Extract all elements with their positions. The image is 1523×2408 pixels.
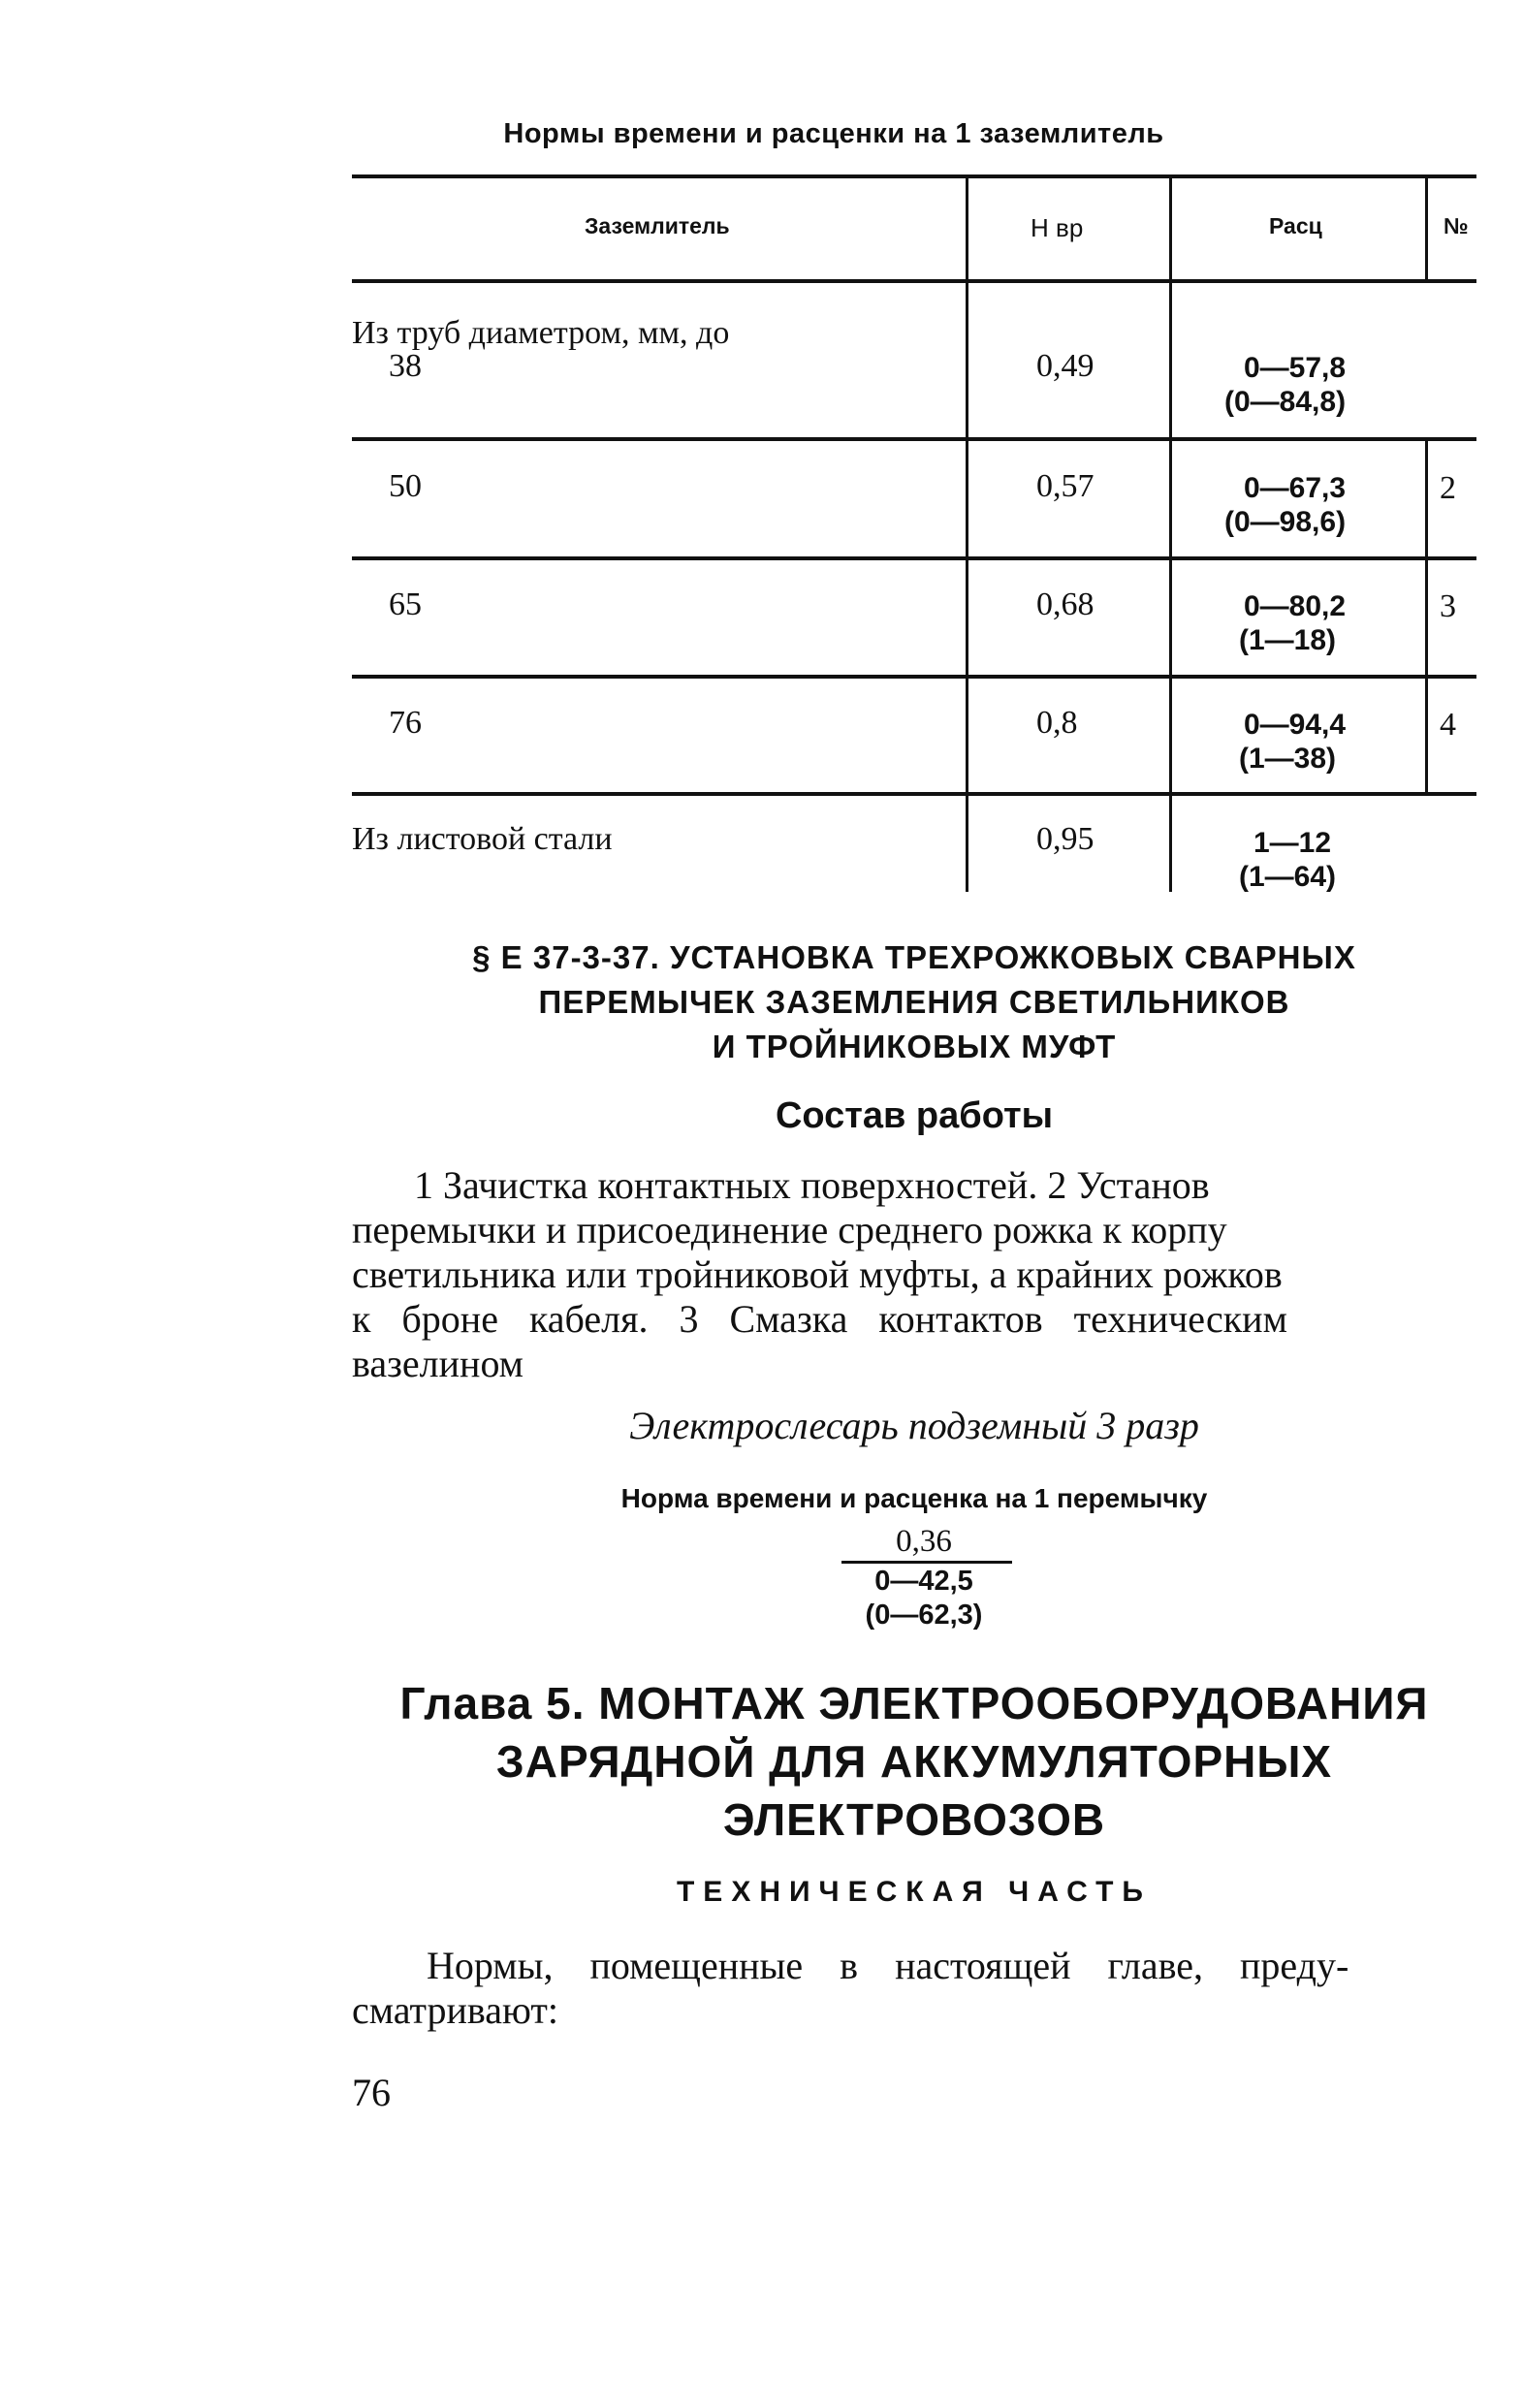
section-heading-line3: И ТРОЙНИКОВЫХ МУФТ xyxy=(712,1029,1117,1064)
row1-label-line2: 38 xyxy=(389,348,422,384)
row3-rasc-line1: 0—80,2 xyxy=(1244,590,1347,622)
chapter-heading-line2: ЗАРЯДНОЙ ДЛЯ АККУМУЛЯТОРНЫХ xyxy=(495,1736,1333,1787)
page-number: 76 xyxy=(352,2071,391,2114)
technical-text-line1: Нормы, помещенные в настоящей главе, преду- xyxy=(427,1944,1349,1987)
norm-fraction-line xyxy=(841,1561,1012,1564)
row2-nvr: 0,57 xyxy=(1036,468,1095,504)
table-title: Нормы времени и расценки на 1 заземлитель xyxy=(503,118,1164,149)
row2-rasc-line1: 0—67,3 xyxy=(1244,472,1347,504)
row3-nvr: 0,68 xyxy=(1036,586,1095,622)
technical-part-title: ТЕХНИЧЕСКАЯ ЧАСТЬ xyxy=(676,1876,1152,1908)
row2-rasc-line2: (0—98,6) xyxy=(1224,506,1347,538)
row2-num: 2 xyxy=(1440,470,1456,506)
row5-rasc-line1: 1—12 xyxy=(1253,827,1332,859)
norm-price: 0—42,5 xyxy=(874,1566,973,1597)
norms-table xyxy=(352,174,1523,892)
row4-rasc-line1: 0—94,4 xyxy=(1244,709,1347,741)
row4-rasc-line2: (1—38) xyxy=(1239,743,1337,775)
row5-label: Из листовой стали xyxy=(352,821,613,857)
table-col-divider-3b xyxy=(1425,437,1428,792)
row4-label: 76 xyxy=(389,705,422,741)
table-rule-row1 xyxy=(352,437,1476,441)
row5-nvr: 0,95 xyxy=(1036,821,1095,857)
header-rasc: Расц xyxy=(1269,213,1322,238)
work-text-line4: к броне кабеля. 3 Смазка контактов техническим xyxy=(352,1297,1287,1341)
row3-rasc-line2: (1—18) xyxy=(1239,624,1337,656)
row3-label: 65 xyxy=(389,586,422,622)
table-rule-row2 xyxy=(352,556,1476,560)
table-col-divider-3a xyxy=(1425,174,1428,279)
header-zazemlitel: Заземлитель xyxy=(585,213,730,238)
work-text-line3: светильника или тройниковой муфты, а крайних рожков xyxy=(352,1252,1283,1296)
row1-rasc-line1: 0—57,8 xyxy=(1244,352,1347,384)
table-rule-row3 xyxy=(352,675,1476,679)
row5-rasc-line2: (1—64) xyxy=(1239,861,1337,893)
work-text-line1: 1 Зачистка контактных поверхностей. 2 Установ xyxy=(414,1163,1210,1207)
row1-nvr: 0,49 xyxy=(1036,348,1095,384)
table-rule-header xyxy=(352,279,1476,283)
table-rule-top xyxy=(352,174,1476,178)
work-composition-title: Состав работы xyxy=(775,1095,1054,1136)
header-num: № xyxy=(1444,213,1469,238)
chapter-heading-line3: ЭЛЕКТРОВОЗОВ xyxy=(722,1794,1106,1845)
norm-title: Норма времени и расценка на 1 перемычку xyxy=(620,1483,1208,1513)
norm-price-alt: (0—62,3) xyxy=(865,1600,983,1631)
row1-rasc-line2: (0—84,8) xyxy=(1224,386,1347,418)
worker-category: Электрослесарь подземный 3 разр xyxy=(629,1404,1199,1447)
table-rule-row4 xyxy=(352,792,1476,796)
row2-label: 50 xyxy=(389,468,422,504)
technical-text-line2: сматривают: xyxy=(352,1988,558,2032)
row3-num: 3 xyxy=(1440,588,1456,624)
table-col-divider-2 xyxy=(1169,174,1172,892)
chapter-heading-line1: Глава 5. МОНТАЖ ЭЛЕКТРООБОРУДОВАНИЯ xyxy=(399,1678,1429,1728)
table-col-divider-1 xyxy=(966,174,968,892)
row1-label-line1: Из труб диаметром, мм, до xyxy=(352,315,730,351)
section-heading-line2: ПЕРЕМЫЧЕК ЗАЗЕМЛЕНИЯ СВЕТИЛЬНИКОВ xyxy=(538,984,1290,1020)
section-heading-line1: § Е 37-3-37. УСТАНОВКА ТРЕХРОЖКОВЫХ СВАРНЫХ xyxy=(472,939,1356,975)
row4-nvr: 0,8 xyxy=(1036,705,1078,741)
work-text-line5: вазелином xyxy=(352,1342,524,1385)
work-text-line2: перемычки и присоединение среднего рожка к корпу xyxy=(352,1208,1227,1252)
row4-num: 4 xyxy=(1440,707,1456,743)
header-nvr: Н вр xyxy=(1031,213,1084,242)
norm-time: 0,36 xyxy=(896,1524,952,1559)
